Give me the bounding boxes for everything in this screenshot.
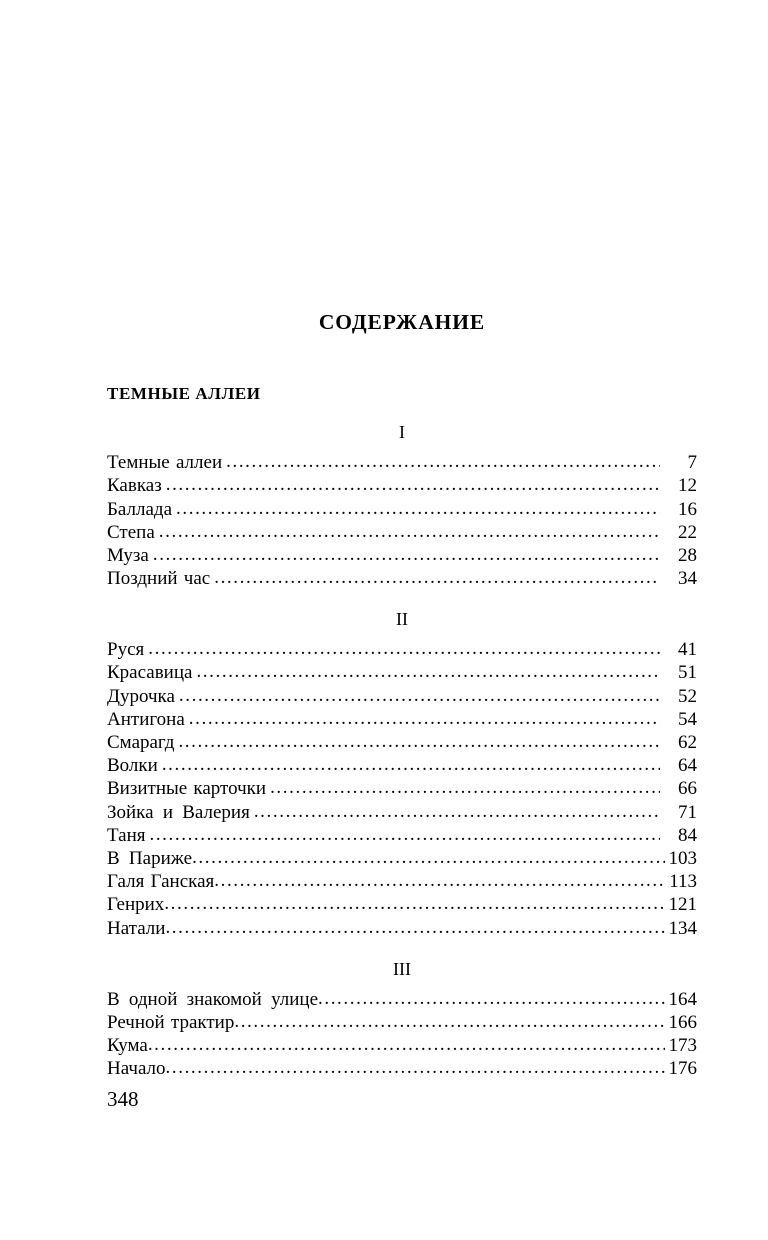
toc-entry-title: Галя Ганская <box>107 871 215 893</box>
dot-leader <box>226 450 660 473</box>
toc-entry[interactable] <box>107 777 697 800</box>
toc-entry-page-number: 103 <box>668 847 697 869</box>
toc-entry-title: Муза <box>107 544 149 566</box>
dot-leader <box>214 566 660 589</box>
dot-leader <box>166 473 660 496</box>
dot-leader <box>148 1033 665 1056</box>
toc-entry-page-number: 121 <box>668 894 697 916</box>
page-title: СОДЕРЖАНИЕ <box>318 310 486 334</box>
part-roman-numeral: II <box>396 609 408 630</box>
toc-entry-page-number: 166 <box>668 1011 697 1033</box>
dot-leader <box>178 730 660 753</box>
toc-entry[interactable] <box>107 544 697 567</box>
dot-leader <box>164 892 665 915</box>
toc-entry[interactable] <box>107 708 697 731</box>
toc-entry-title: Руся <box>107 639 145 661</box>
toc-entry[interactable] <box>107 498 697 521</box>
dot-leader <box>192 846 665 869</box>
toc-entry-page-number: 52 <box>678 685 697 707</box>
toc-entry-title: В одной знакомой улице <box>107 988 318 1010</box>
toc-entry-title: Начало <box>107 1058 166 1080</box>
toc-entry-page-number: 173 <box>668 1034 697 1056</box>
dot-leader <box>214 869 665 892</box>
toc-entry-page-number: 41 <box>678 639 697 661</box>
toc-entry[interactable] <box>107 801 697 824</box>
dot-leader <box>166 1056 665 1079</box>
toc-entry-list <box>107 443 697 590</box>
toc-entry-title: Красавица <box>107 662 193 684</box>
toc-entry-title: Дурочка <box>107 685 175 707</box>
toc-entry-title: Поздний час <box>107 568 211 590</box>
toc-entry[interactable] <box>107 847 697 870</box>
folio-page-number: 348 <box>107 1087 139 1111</box>
toc-entry-page-number: 113 <box>669 871 697 893</box>
toc-entry-page-number: 54 <box>678 708 697 730</box>
toc-entry-page-number: 7 <box>687 452 697 474</box>
dot-leader <box>162 753 660 776</box>
dot-leader <box>176 497 660 520</box>
toc-entry-title: Речной трактир <box>107 1011 235 1033</box>
dot-leader <box>148 637 660 660</box>
toc-entry-title: Темные аллеи <box>107 452 223 474</box>
toc-entry[interactable] <box>107 567 697 590</box>
dot-leader <box>196 660 660 683</box>
toc-entry-title: Зойка и Валерия <box>107 801 250 823</box>
toc-entry-title: Генрих <box>107 894 165 916</box>
toc-entry-title: Натали <box>107 917 166 939</box>
dot-leader <box>189 707 660 730</box>
toc-entry[interactable] <box>107 638 697 661</box>
toc-entry-page-number: 51 <box>678 662 697 684</box>
toc-entry[interactable] <box>107 521 697 544</box>
toc-entry[interactable] <box>107 754 697 777</box>
toc-entry-page-number: 66 <box>678 778 697 800</box>
dot-leader <box>270 776 660 799</box>
toc-entry-title: Волки <box>107 755 158 777</box>
toc-entry[interactable] <box>107 474 697 497</box>
toc-entry-list <box>107 980 697 1081</box>
toc-entry[interactable] <box>107 661 697 684</box>
toc-entry-title: Кума <box>107 1034 148 1056</box>
toc-entry-page-number: 12 <box>678 475 697 497</box>
toc-entry-page-number: 71 <box>678 801 697 823</box>
dot-leader <box>165 916 665 939</box>
toc-entry[interactable] <box>107 1034 697 1057</box>
toc-entry-title: Антигона <box>107 708 185 730</box>
toc-entry-page-number: 22 <box>678 521 697 543</box>
toc-entry[interactable] <box>107 988 697 1011</box>
dot-leader <box>318 987 665 1010</box>
dot-leader <box>153 543 660 566</box>
dot-leader <box>159 520 660 543</box>
toc-entry-page-number: 84 <box>678 824 697 846</box>
toc-entry-page-number: 28 <box>678 544 697 566</box>
part-roman-numeral: III <box>393 958 411 979</box>
toc-entry[interactable] <box>107 1011 697 1034</box>
dot-leader <box>254 800 660 823</box>
toc-entry-list <box>107 630 697 940</box>
part-roman-numeral: I <box>399 422 405 443</box>
book-section-heading: ТЕМНЫЕ АЛЛЕИ <box>107 383 261 403</box>
toc-entry[interactable] <box>107 824 697 847</box>
toc-entry[interactable] <box>107 893 697 916</box>
toc-parts <box>107 403 697 1080</box>
toc-entry-title: В Париже <box>107 847 193 869</box>
toc-entry-page-number: 176 <box>668 1058 697 1080</box>
toc-entry-page-number: 34 <box>678 568 697 590</box>
dot-leader <box>179 684 660 707</box>
toc-entry-page-number: 134 <box>668 917 697 939</box>
toc-entry-page-number: 62 <box>678 731 697 753</box>
toc-entry-page-number: 64 <box>678 755 697 777</box>
toc-entry-title: Таня <box>107 824 146 846</box>
toc-entry[interactable] <box>107 451 697 474</box>
toc-entry-title: Кавказ <box>107 475 162 497</box>
toc-entry[interactable] <box>107 685 697 708</box>
toc-entry[interactable] <box>107 917 697 940</box>
toc-entry-title: Визитные карточки <box>107 778 267 800</box>
toc-entry-title: Смарагд <box>107 731 175 753</box>
dot-leader <box>234 1010 665 1033</box>
toc-entry-title: Степа <box>107 521 155 543</box>
toc-entry[interactable] <box>107 870 697 893</box>
toc-entry[interactable] <box>107 1057 697 1080</box>
toc-content <box>107 0 697 1080</box>
toc-entry-title: Баллада <box>107 498 173 520</box>
toc-entry-page-number: 16 <box>678 498 697 520</box>
toc-entry[interactable] <box>107 731 697 754</box>
dot-leader <box>149 823 660 846</box>
toc-entry-page-number: 164 <box>668 988 697 1010</box>
